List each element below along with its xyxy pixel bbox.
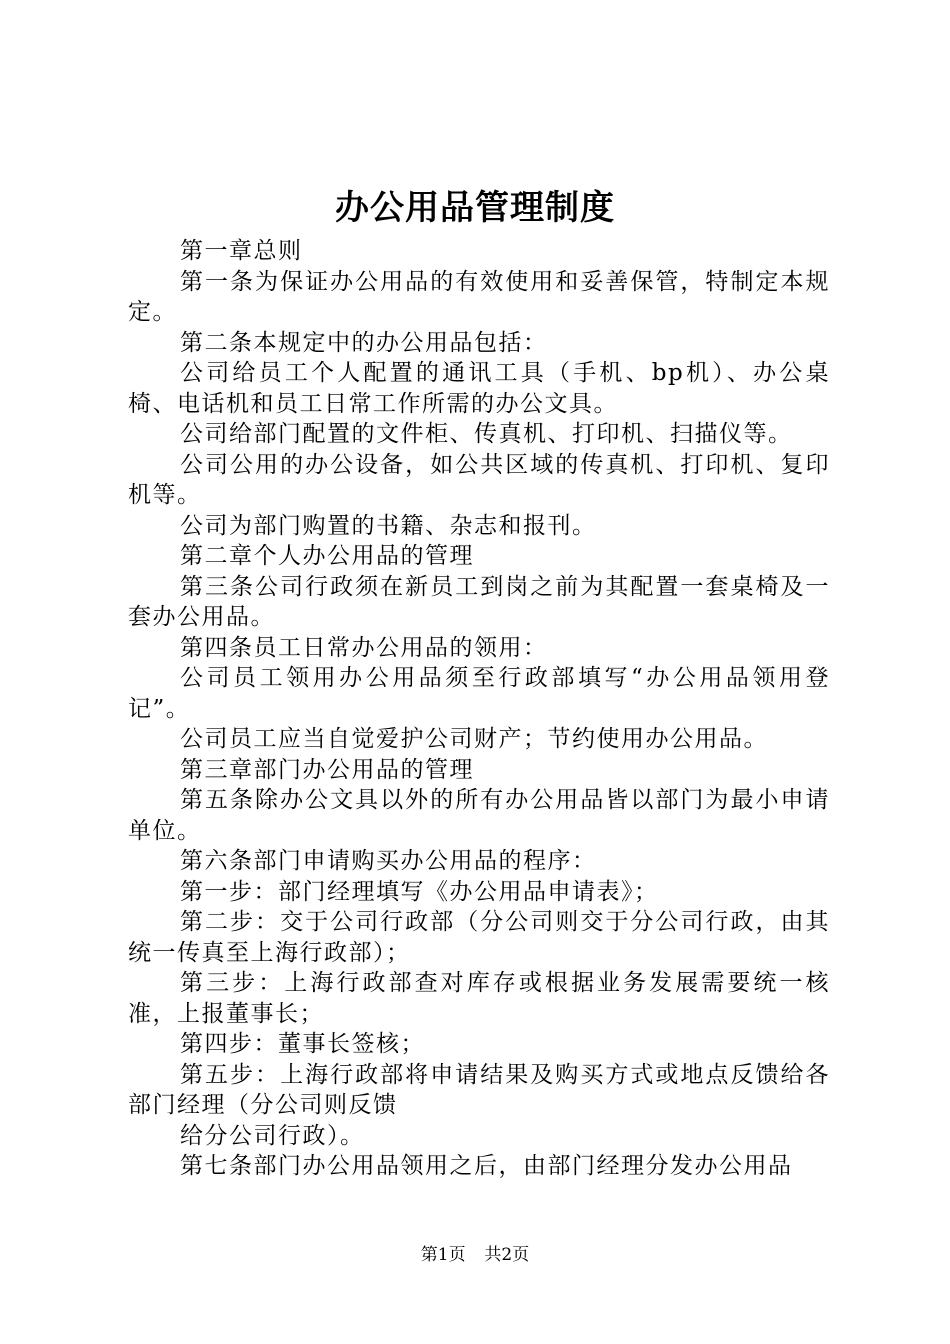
list-paragraph: 公司给部门配置的文件柜、传真机、打印机、扫描仪等。 bbox=[180, 421, 793, 447]
step-paragraph-continuation: 给分公司行政）。 bbox=[180, 1122, 365, 1149]
step-paragraph: 第五步：上海行政部将申请结果及购买方式或地点反馈给各部门经理（分公司则反馈 bbox=[128, 1061, 830, 1118]
article-paragraph: 第三条公司行政须在新员工到岗之前为其配置一套桌椅及一套办公用品。 bbox=[128, 573, 830, 630]
article-paragraph: 第六条部门申请购买办公用品的程序： bbox=[180, 848, 597, 874]
list-paragraph: 公司为部门购置的书籍、杂志和报刊。 bbox=[180, 512, 597, 539]
page-footer bbox=[0, 1243, 950, 1267]
list-paragraph: 公司公用的办公设备，如公共区域的传真机、打印机、复印机等。 bbox=[128, 451, 830, 508]
document-title: 办公用品管理制度 bbox=[335, 188, 615, 228]
step-paragraph: 第二步：交于公司行政部（分公司则交于分公司行政，由其统一传真至上海行政部）； bbox=[128, 909, 830, 966]
page-total: 共2页 bbox=[484, 1245, 530, 1265]
chapter-heading: 第二章个人办公用品的管理 bbox=[180, 543, 474, 569]
step-paragraph: 第一步：部门经理填写《办公用品申请表》； bbox=[180, 878, 659, 905]
list-paragraph: 公司员工应当自觉爱护公司财产；节约使用办公用品。 bbox=[180, 726, 768, 752]
chapter-heading: 第一章总则 bbox=[180, 238, 303, 264]
document-body bbox=[128, 236, 830, 1182]
article-paragraph: 第四条员工日常办公用品的领用： bbox=[180, 634, 548, 661]
list-paragraph: 公司给员工个人配置的通讯工具（手机、bp机）、办公桌椅、电话机和员工日常工作所需的办公文具。 bbox=[128, 360, 830, 417]
step-paragraph: 第三步：上海行政部查对库存或根据业务发展需要统一核准，上报董事长； bbox=[128, 970, 830, 1027]
step-paragraph: 第四步：董事长签核； bbox=[180, 1031, 425, 1057]
article-paragraph: 第五条除办公文具以外的所有办公用品皆以部门为最小申请单位。 bbox=[128, 787, 830, 844]
article-paragraph: 第二条本规定中的办公用品包括： bbox=[180, 329, 548, 356]
chapter-heading: 第三章部门办公用品的管理 bbox=[180, 756, 474, 783]
list-paragraph: 公司员工领用办公用品须至行政部填写“办公用品领用登记”。 bbox=[128, 665, 830, 722]
article-paragraph: 第一条为保证办公用品的有效使用和妥善保管，特制定本规定。 bbox=[128, 268, 830, 325]
article-paragraph: 第七条部门办公用品领用之后，由部门经理分发办公用品 bbox=[180, 1153, 793, 1179]
page-number: 第1页 bbox=[420, 1245, 466, 1265]
